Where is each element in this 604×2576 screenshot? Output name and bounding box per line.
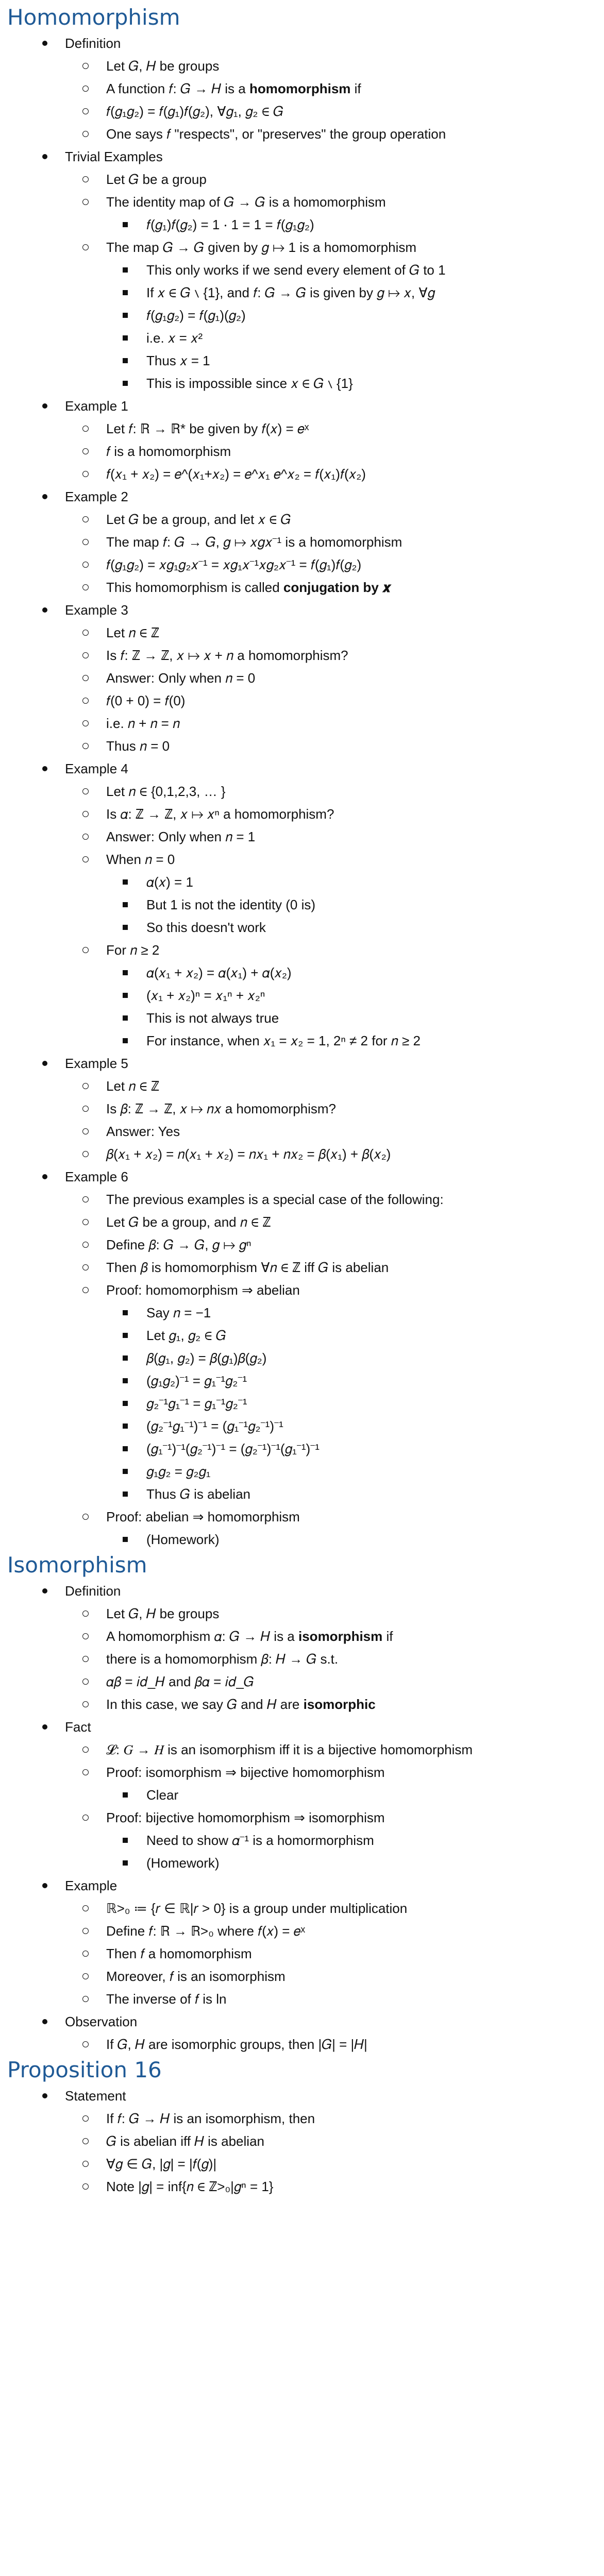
list-item [65, 1920, 597, 1942]
list-item [7, 599, 597, 757]
list-item [65, 667, 597, 689]
list-item [7, 145, 597, 395]
bullet-list-level-2 [65, 417, 597, 485]
list-item [65, 939, 597, 1052]
bullet-list-level-3 [106, 871, 597, 939]
list-item-text: Say 𝑛 = −1 [146, 1305, 211, 1320]
list-item [65, 77, 597, 100]
list-item [65, 1120, 597, 1143]
list-item [7, 1716, 597, 1874]
list-item-text: (Homework) [146, 1532, 220, 1547]
list-item [7, 395, 597, 485]
list-item [65, 803, 597, 825]
list-item [106, 1852, 597, 1874]
bullet-list-level-3 [106, 213, 597, 236]
list-item [7, 32, 597, 145]
list-item [65, 1188, 597, 1211]
list-item-text: Thus 𝑛 = 0 [106, 738, 170, 754]
section-heading: Homomorphism [7, 5, 180, 30]
list-item [65, 417, 597, 440]
list-item-text: The map 𝐺 → 𝐺 given by 𝑔 ↦ 1 is a homomorphism [106, 240, 417, 255]
list-item-text: Trivial Examples [65, 149, 163, 164]
list-item-text: The identity map of 𝐺 → 𝐺 is a homomorphism [106, 194, 386, 210]
bullet-list-level-3 [106, 961, 597, 1052]
list-item [65, 1097, 597, 1120]
list-item [106, 1347, 597, 1369]
bullet-list-level-2 [65, 1602, 597, 1716]
list-item-text: Example 4 [65, 761, 128, 776]
list-item [65, 1897, 597, 1920]
list-item-text: For instance, when 𝑥₁ = 𝑥₂ = 1, 2ⁿ ≠ 2 for 𝑛 ≥ 2 [146, 1033, 421, 1048]
list-item [106, 893, 597, 916]
list-item [7, 1052, 597, 1165]
list-item-text: Let 𝐺 be a group [106, 172, 207, 187]
list-item-text: Proof: homomorphism ⇒ abelian [106, 1282, 300, 1298]
list-item-text: i.e. 𝑛 + 𝑛 = 𝑛 [106, 716, 180, 731]
list-item-text: 𝐺 is abelian iff 𝐻 is abelian [106, 2133, 264, 2149]
list-item-text: Then 𝑓 a homomorphism [106, 1946, 252, 1961]
list-item [106, 1007, 597, 1029]
list-item-text: The inverse of 𝑓 is ln [106, 1991, 227, 2007]
list-item [65, 100, 597, 123]
list-item-text: 𝑓(𝑔₁𝑔₂) = 𝑓(𝑔₁)𝑓(𝑔₂), ∀𝑔₁, 𝑔₂ ∈ 𝐺 [106, 104, 283, 119]
list-item [106, 984, 597, 1007]
list-item [7, 485, 597, 599]
section-heading: Isomorphism [7, 1552, 147, 1578]
list-item [65, 1602, 597, 1625]
list-item-text: 𝑔₁𝑔₂ = 𝑔₂𝑔₁ [146, 1464, 211, 1479]
list-item-text: Fact [65, 1719, 91, 1735]
list-item [106, 1369, 597, 1392]
list-item [65, 236, 597, 395]
list-item [106, 349, 597, 372]
list-item [106, 1029, 597, 1052]
list-item-text: Let 𝑛 ∈ {0,1,2,3, … } [106, 784, 226, 799]
list-item-text: Example [65, 1878, 118, 1893]
list-item-text: This only works if we send every element of 𝐺 to 1 [146, 262, 446, 278]
list-item [65, 191, 597, 236]
list-item [65, 553, 597, 576]
list-item-text: Let 𝐺 be a group, and 𝑛 ∈ ℤ [106, 1214, 271, 1230]
list-item [106, 213, 597, 236]
list-item-text: When 𝑛 = 0 [106, 852, 175, 867]
list-item [65, 1806, 597, 1874]
bullet-list-level-2 [65, 168, 597, 395]
list-item-text: Define 𝛽: 𝐺 → 𝐺, 𝑔 ↦ 𝑔ⁿ [106, 1237, 251, 1252]
list-item [65, 1988, 597, 2010]
list-item [106, 916, 597, 939]
list-item-text: 𝑓(𝑥₁ + 𝑥₂) = 𝑒^(𝑥₁+𝑥₂) = 𝑒^𝑥₁ 𝑒^𝑥₂ = 𝑓(𝑥₁)𝑓(𝑥₂) [106, 466, 366, 482]
list-item [7, 2084, 597, 2198]
list-item [65, 1075, 597, 1097]
list-item [65, 1279, 597, 1505]
bullet-list-level-2 [65, 2107, 597, 2198]
list-item-text: 𝛽(𝑥₁ + 𝑥₂) = 𝑛(𝑥₁ + 𝑥₂) = 𝑛𝑥₁ + 𝑛𝑥₂ = 𝛽(𝑥₁) + 𝛽(𝑥₂) [106, 1146, 391, 1162]
list-item-text: Is 𝛽: ℤ → ℤ, 𝑥 ↦ 𝑛𝑥 a homomorphism? [106, 1101, 337, 1116]
list-item-text: In this case, we say 𝐺 and 𝐻 are isomorphic [106, 1697, 376, 1712]
list-item [106, 327, 597, 349]
list-item-text: (𝑔₁⁻¹)⁻¹(𝑔₂⁻¹)⁻¹ = (𝑔₂⁻¹)⁻¹(𝑔₁⁻¹)⁻¹ [146, 1441, 320, 1456]
list-item-text: 𝑓(𝑔₁)𝑓(𝑔₂) = 1 ⋅ 1 = 1 = 𝑓(𝑔₁𝑔₂) [146, 217, 314, 232]
list-item-text: Let 𝑔₁, 𝑔₂ ∈ 𝐺 [146, 1328, 226, 1343]
list-item [106, 372, 597, 395]
list-item-text: 𝓛: 𝐺 → 𝐻 is an isomorphism iff it is a bijective homomorphism [106, 1742, 473, 1757]
list-item [7, 1580, 597, 1716]
list-item-text: 𝑔₂⁻¹𝑔₁⁻¹ = 𝑔₁⁻¹𝑔₂⁻¹ [146, 1396, 247, 1411]
list-item-text: Proof: bijective homomorphism ⇒ isomorphism [106, 1810, 385, 1825]
list-item-text: The previous examples is a special case of the following: [106, 1192, 444, 1207]
list-item [65, 712, 597, 735]
list-item-text: 𝛼(𝑥₁ + 𝑥₂) = 𝛼(𝑥₁) + 𝛼(𝑥₂) [146, 965, 292, 980]
list-item [65, 621, 597, 644]
list-item [106, 1324, 597, 1347]
list-item-text: Let 𝑓: ℝ → ℝ* be given by 𝑓(𝑥) = 𝑒ˣ [106, 421, 309, 436]
list-item [65, 168, 597, 191]
list-item [65, 576, 597, 599]
list-item-text: i.e. 𝑥 = 𝑥² [146, 330, 203, 346]
list-item-text: Let 𝐺 be a group, and let 𝑥 ∈ 𝐺 [106, 512, 291, 527]
list-item [65, 1670, 597, 1693]
bullet-list-level-3 [106, 1301, 597, 1505]
list-item [106, 1392, 597, 1415]
list-item [106, 1415, 597, 1437]
list-item-text: Example 6 [65, 1169, 128, 1184]
list-item [106, 304, 597, 327]
bullet-list-level-2 [65, 1738, 597, 1874]
list-item [65, 55, 597, 77]
list-item-text: This is impossible since 𝑥 ∈ 𝐺 ∖ {1} [146, 376, 353, 391]
list-item [65, 644, 597, 667]
list-item [65, 1211, 597, 1233]
list-item [7, 1165, 597, 1551]
list-item-text: Example 3 [65, 602, 128, 618]
list-item [65, 1942, 597, 1965]
list-item-text: So this doesn't work [146, 920, 266, 935]
list-item [106, 1301, 597, 1324]
bullet-list-level-3 [106, 1784, 597, 1806]
list-item-text: Is 𝛼: ℤ → ℤ, 𝑥 ↦ 𝑥ⁿ a homomorphism? [106, 806, 334, 822]
list-item [106, 1437, 597, 1460]
bullet-list-level-2 [65, 55, 597, 145]
bullet-list-level-3 [106, 1829, 597, 1874]
list-item [106, 1528, 597, 1551]
list-item-text: This homomorphism is called conjugation by 𝒙 [106, 580, 391, 595]
list-item [65, 735, 597, 757]
list-item-text: Let 𝑛 ∈ ℤ [106, 625, 159, 640]
list-item [106, 259, 597, 281]
bullet-list-level-3 [106, 259, 597, 395]
list-item [65, 1738, 597, 1761]
bullet-list-level-2 [65, 1075, 597, 1165]
list-item [65, 825, 597, 848]
list-item [65, 1256, 597, 1279]
list-item-text: Answer: Only when 𝑛 = 0 [106, 670, 256, 686]
list-item-text: Define 𝑓: ℝ → ℝ>₀ where 𝑓(𝑥) = 𝑒ˣ [106, 1923, 306, 1939]
list-item-text: Observation [65, 2014, 138, 2029]
list-item [65, 123, 597, 145]
list-item-text: Example 5 [65, 1056, 128, 1071]
list-item [65, 1143, 597, 1165]
list-item-text: Then 𝛽 is homomorphism ∀𝑛 ∈ ℤ iff 𝐺 is abelian [106, 1260, 389, 1275]
list-item-text: This is not always true [146, 1010, 279, 1026]
bullet-list-level-2 [65, 1188, 597, 1551]
list-item-text: (𝑔₂⁻¹𝑔₁⁻¹)⁻¹ = (𝑔₁⁻¹𝑔₂⁻¹)⁻¹ [146, 1418, 283, 1434]
list-item-text: Need to show 𝛼⁻¹ is a homormorphism [146, 1833, 374, 1848]
list-item-text: Example 2 [65, 489, 128, 504]
list-item-text: The map 𝑓: 𝐺 → 𝐺, 𝑔 ↦ 𝑥𝑔𝑥⁻¹ is a homomorphism [106, 534, 402, 550]
list-item-text: Statement [65, 2088, 126, 2104]
list-item [65, 1233, 597, 1256]
list-item [106, 1829, 597, 1852]
list-item-text: Note |𝑔| = inf{𝑛 ∈ ℤ>₀|𝑔ⁿ = 1} [106, 2179, 274, 2194]
bullet-list-level-1 [7, 1580, 597, 2056]
list-item-text: ∀𝑔 ∈ 𝐺, |𝑔| = |𝑓(𝑔)| [106, 2156, 217, 2172]
list-item-text: Definition [65, 1583, 121, 1599]
list-item-text: But 1 is not the identity (0 is) [146, 897, 316, 912]
list-item-text: Answer: Only when 𝑛 = 1 [106, 829, 256, 844]
list-item-text: Moreover, 𝑓 is an isomorphism [106, 1969, 286, 1984]
list-item [65, 440, 597, 463]
list-item-text: 𝛽(𝑔₁, 𝑔₂) = 𝛽(𝑔₁)𝛽(𝑔₂) [146, 1350, 267, 1366]
list-item [65, 463, 597, 485]
list-item [65, 1761, 597, 1806]
list-item-text: 𝑓(0 + 0) = 𝑓(0) [106, 693, 186, 708]
list-item-text: 𝛼(𝑥) = 1 [146, 874, 193, 890]
list-item-text: For 𝑛 ≥ 2 [106, 942, 160, 958]
list-item-text: ℝ>₀ ≔ {𝑟 ∈ ℝ|𝑟 > 0} is a group under multiplication [106, 1901, 408, 1916]
list-item-text: Let 𝐺, 𝐻 be groups [106, 1606, 220, 1621]
list-item [65, 1648, 597, 1670]
list-item [65, 2153, 597, 2175]
list-item-text: 𝑓(𝑔₁𝑔₂) = 𝑥𝑔₁𝑔₂𝑥⁻¹ = 𝑥𝑔₁𝑥⁻¹𝑥𝑔₂𝑥⁻¹ = 𝑓(𝑔₁)𝑓(𝑔₂) [106, 557, 362, 572]
list-item [65, 2175, 597, 2198]
bullet-list-level-2 [65, 780, 597, 1052]
list-item-text: Thus 𝐺 is abelian [146, 1486, 250, 1502]
list-item-text: A function 𝑓: 𝐺 → 𝐻 is a homomorphism if [106, 81, 361, 96]
list-item-text: Proof: isomorphism ⇒ bijective homomorphism [106, 1765, 385, 1780]
list-item [106, 1483, 597, 1505]
list-item [65, 1965, 597, 1988]
list-item-text: there is a homomorphism 𝛽: 𝐻 → 𝐺 s.t. [106, 1651, 339, 1667]
list-item [65, 689, 597, 712]
list-item-text: (Homework) [146, 1855, 220, 1871]
list-item [7, 757, 597, 1052]
list-item [106, 1460, 597, 1483]
list-item [106, 1784, 597, 1806]
list-item-text: Thus 𝑥 = 1 [146, 353, 210, 368]
bullet-list-level-1 [7, 2084, 597, 2198]
list-item-text: Is 𝑓: ℤ → ℤ, 𝑥 ↦ 𝑥 + 𝑛 a homomorphism? [106, 648, 348, 663]
list-item [65, 508, 597, 531]
list-item [7, 1874, 597, 2010]
bullet-list-level-2 [65, 1897, 597, 2010]
bullet-list-level-3 [106, 1528, 597, 1551]
list-item [7, 2010, 597, 2056]
list-item-text: If 𝑓: 𝐺 → 𝐻 is an isomorphism, then [106, 2111, 315, 2126]
list-item-text: Answer: Yes [106, 1124, 180, 1139]
list-item [65, 1505, 597, 1551]
list-item [106, 871, 597, 893]
list-item-text: Definition [65, 36, 121, 51]
list-item [65, 2107, 597, 2130]
list-item [65, 2130, 597, 2153]
bullet-list-level-2 [65, 508, 597, 599]
list-item-text: Clear [146, 1787, 179, 1803]
list-item-text: Proof: abelian ⇒ homomorphism [106, 1509, 300, 1524]
list-item-text: A homomorphism 𝛼: 𝐺 → 𝐻 is a isomorphism if [106, 1629, 393, 1644]
list-item-text: One says 𝑓 "respects", or "preserves" the group operation [106, 126, 446, 142]
list-item-text: If 𝑥 ∈ 𝐺 ∖ {1}, and 𝑓: 𝐺 → 𝐺 is given by 𝑔 ↦ 𝑥, ∀𝑔 [146, 285, 435, 300]
list-item [65, 780, 597, 803]
list-item-text: Let 𝑛 ∈ ℤ [106, 1078, 159, 1094]
list-item [65, 848, 597, 939]
list-item [65, 1625, 597, 1648]
list-item-text: 𝑓 is a homomorphism [106, 444, 231, 459]
section-heading: Proposition 16 [7, 2057, 162, 2082]
list-item-text: Let 𝐺, 𝐻 be groups [106, 58, 220, 74]
list-item [65, 2033, 597, 2056]
list-item [106, 961, 597, 984]
list-item [65, 531, 597, 553]
list-item-text: (𝑔₁𝑔₂)⁻¹ = 𝑔₁⁻¹𝑔₂⁻¹ [146, 1373, 247, 1388]
list-item-text: 𝑓(𝑔₁𝑔₂) = 𝑓(𝑔₁)(𝑔₂) [146, 308, 246, 323]
list-item [65, 1693, 597, 1716]
list-item-text: 𝛼𝛽 = 𝑖𝑑_𝐻 and 𝛽𝛼 = 𝑖𝑑_𝐺 [106, 1674, 254, 1689]
bullet-list-level-2 [65, 621, 597, 757]
list-item-text: Example 1 [65, 398, 128, 414]
list-item [106, 281, 597, 304]
list-item-text: (𝑥₁ + 𝑥₂)ⁿ = 𝑥₁ⁿ + 𝑥₂ⁿ [146, 988, 265, 1003]
bullet-list-level-2 [65, 2033, 597, 2056]
list-item-text: If 𝐺, 𝐻 are isomorphic groups, then |𝐺| = |𝐻| [106, 2037, 367, 2052]
bullet-list-level-1 [7, 32, 597, 1551]
